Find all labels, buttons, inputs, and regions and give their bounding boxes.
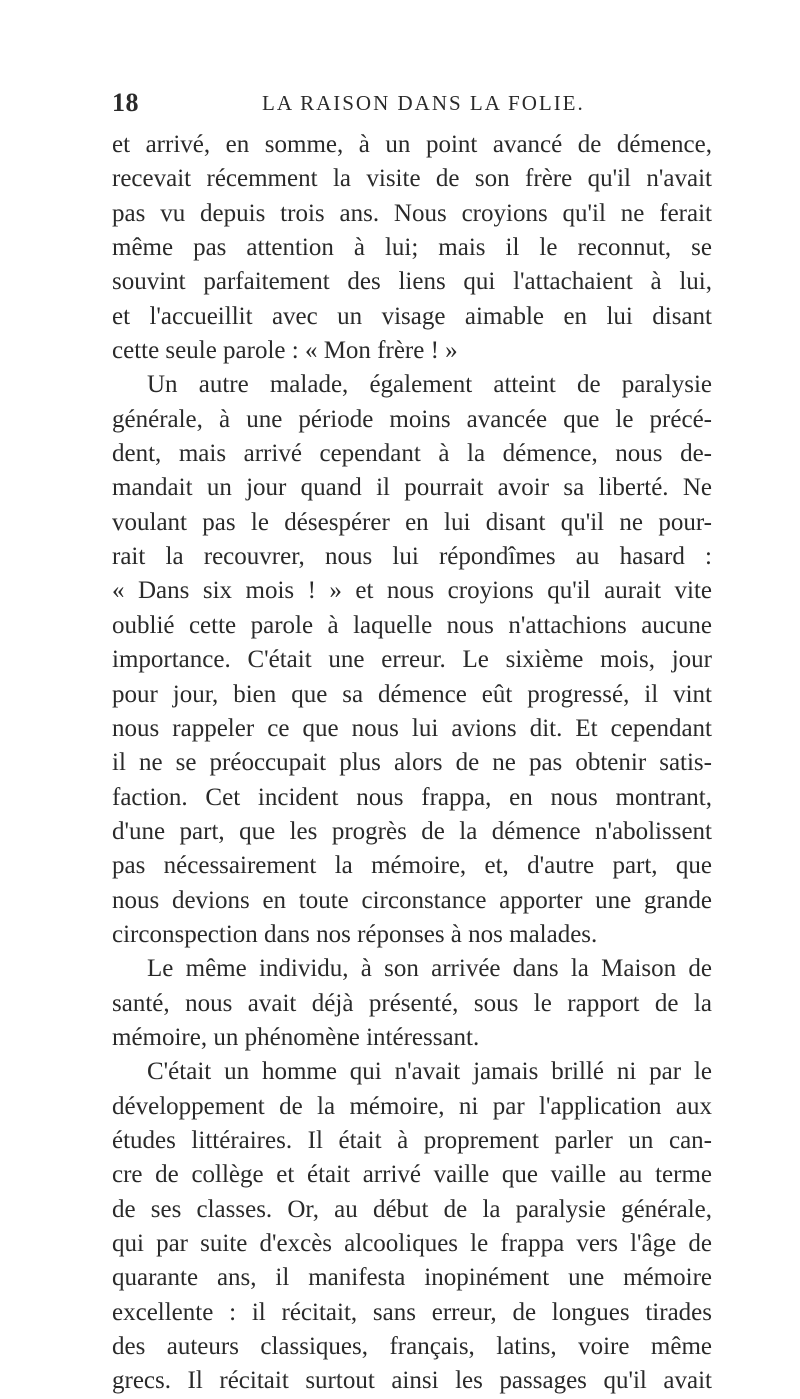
- text-line: grecs. Il récitait surtout ainsi les passages qu'il avait: [112, 1367, 712, 1395]
- text-line: études littéraires. Il était à proprement parler un can-: [112, 1126, 712, 1154]
- text-line: cette seule parole : « Mon frère ! »: [112, 337, 458, 365]
- text-line: quarante ans, il manifesta inopinément une mémoire: [112, 1264, 712, 1292]
- text-line: cre de collège et était arrivé vaille que vaille au terme: [112, 1161, 712, 1189]
- text-line: pas nécessairement la mémoire, et, d'autre part, que: [112, 852, 712, 880]
- text-line: faction. Cet incident nous frappa, en nous montrant,: [112, 783, 712, 811]
- running-title: LA RAISON DANS LA FOLIE.: [262, 91, 585, 115]
- text-line: même pas attention à lui; mais il le reconnut, se: [112, 234, 712, 262]
- text-line: mandait un jour quand il pourrait avoir sa liberté. Ne: [112, 474, 712, 502]
- page-header: [112, 88, 712, 122]
- text-line: nous devions en toute circonstance apporter une grande: [112, 886, 712, 914]
- text-line: excellente : il récitait, sans erreur, de longues tirades: [112, 1298, 712, 1326]
- text-line: des auteurs classiques, français, latins, voire même: [112, 1333, 712, 1361]
- text-line: Le même individu, à son arrivée dans la Maison de: [147, 955, 712, 983]
- text-line: et l'accueillit avec un visage aimable en lui disant: [112, 302, 712, 330]
- text-line: circonspection dans nos réponses à nos malades.: [112, 920, 598, 948]
- text-line: générale, à une période moins avancée que le précé-: [112, 405, 712, 433]
- text-line: d'une part, que les progrès de la démence n'abolissent: [112, 817, 712, 845]
- text-line: C'était un homme qui n'avait jamais brillé ni par le: [147, 1058, 712, 1086]
- text-line: recevait récemment la visite de son frère qu'il n'avait: [112, 165, 712, 193]
- text-line: pour jour, bien que sa démence eût progressé, il vint: [112, 680, 712, 708]
- text-line: oublié cette parole à laquelle nous n'attachions aucune: [112, 611, 712, 639]
- text-line: de ses classes. Or, au début de la paralysie générale,: [112, 1195, 712, 1223]
- text-line: pas vu depuis trois ans. Nous croyions qu'il ne ferait: [112, 199, 712, 227]
- text-line: « Dans six mois ! » et nous croyions qu'il aurait vite: [112, 577, 712, 605]
- text-line: nous rappeler ce que nous lui avions dit. Et cependant: [112, 714, 712, 742]
- text-line: et arrivé, en somme, à un point avancé de démence,: [112, 131, 712, 158]
- body-text: [112, 128, 712, 1399]
- text-line: santé, nous avait déjà présenté, sous le rapport de la: [112, 989, 712, 1017]
- text-line: Un autre malade, également atteint de paralysie: [147, 371, 712, 399]
- text-line: voulant pas le désespérer en lui disant qu'il ne pour-: [112, 508, 712, 536]
- text-line: rait la recouvrer, nous lui répondîmes au hasard :: [112, 543, 712, 571]
- text-line: qui par suite d'excès alcooliques le frappa vers l'âge de: [112, 1230, 712, 1257]
- text-line: dent, mais arrivé cependant à la démence, nous de-: [112, 440, 712, 468]
- text-line: souvint parfaitement des liens qui l'attachaient à lui,: [112, 268, 712, 296]
- text-line: il ne se préoccupait plus alors de ne pas obtenir satis-: [112, 749, 712, 777]
- text-line: importance. C'était une erreur. Le sixième mois, jour: [112, 646, 712, 674]
- text-line: mémoire, un phénomène intéressant.: [112, 1023, 480, 1051]
- page-number: 18: [112, 88, 139, 117]
- text-line: développement de la mémoire, ni par l'application aux: [112, 1092, 712, 1120]
